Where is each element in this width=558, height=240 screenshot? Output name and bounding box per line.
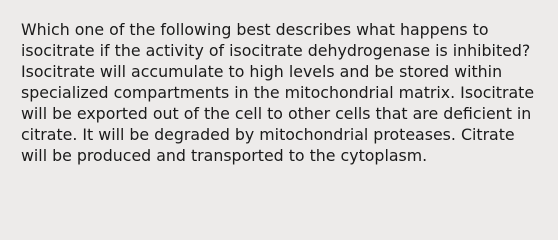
text-line: specialized compartments in the mitochondrial matrix. Isocitrate (21, 83, 535, 102)
text-line: Isocitrate will accumulate to high levels and be stored within (21, 62, 503, 81)
question-text (21, 19, 549, 166)
text-line: isocitrate if the activity of isocitrate dehydrogenase is inhibited? (21, 41, 531, 60)
text-line: citrate. It will be degraded by mitochondrial proteases. Citrate (21, 125, 515, 144)
text-line: will be exported out of the cell to other cells that are deficient in (21, 104, 532, 123)
text-line: will be produced and transported to the cytoplasm. (21, 146, 428, 165)
text-line: Which one of the following best describes what happens to (21, 20, 489, 39)
